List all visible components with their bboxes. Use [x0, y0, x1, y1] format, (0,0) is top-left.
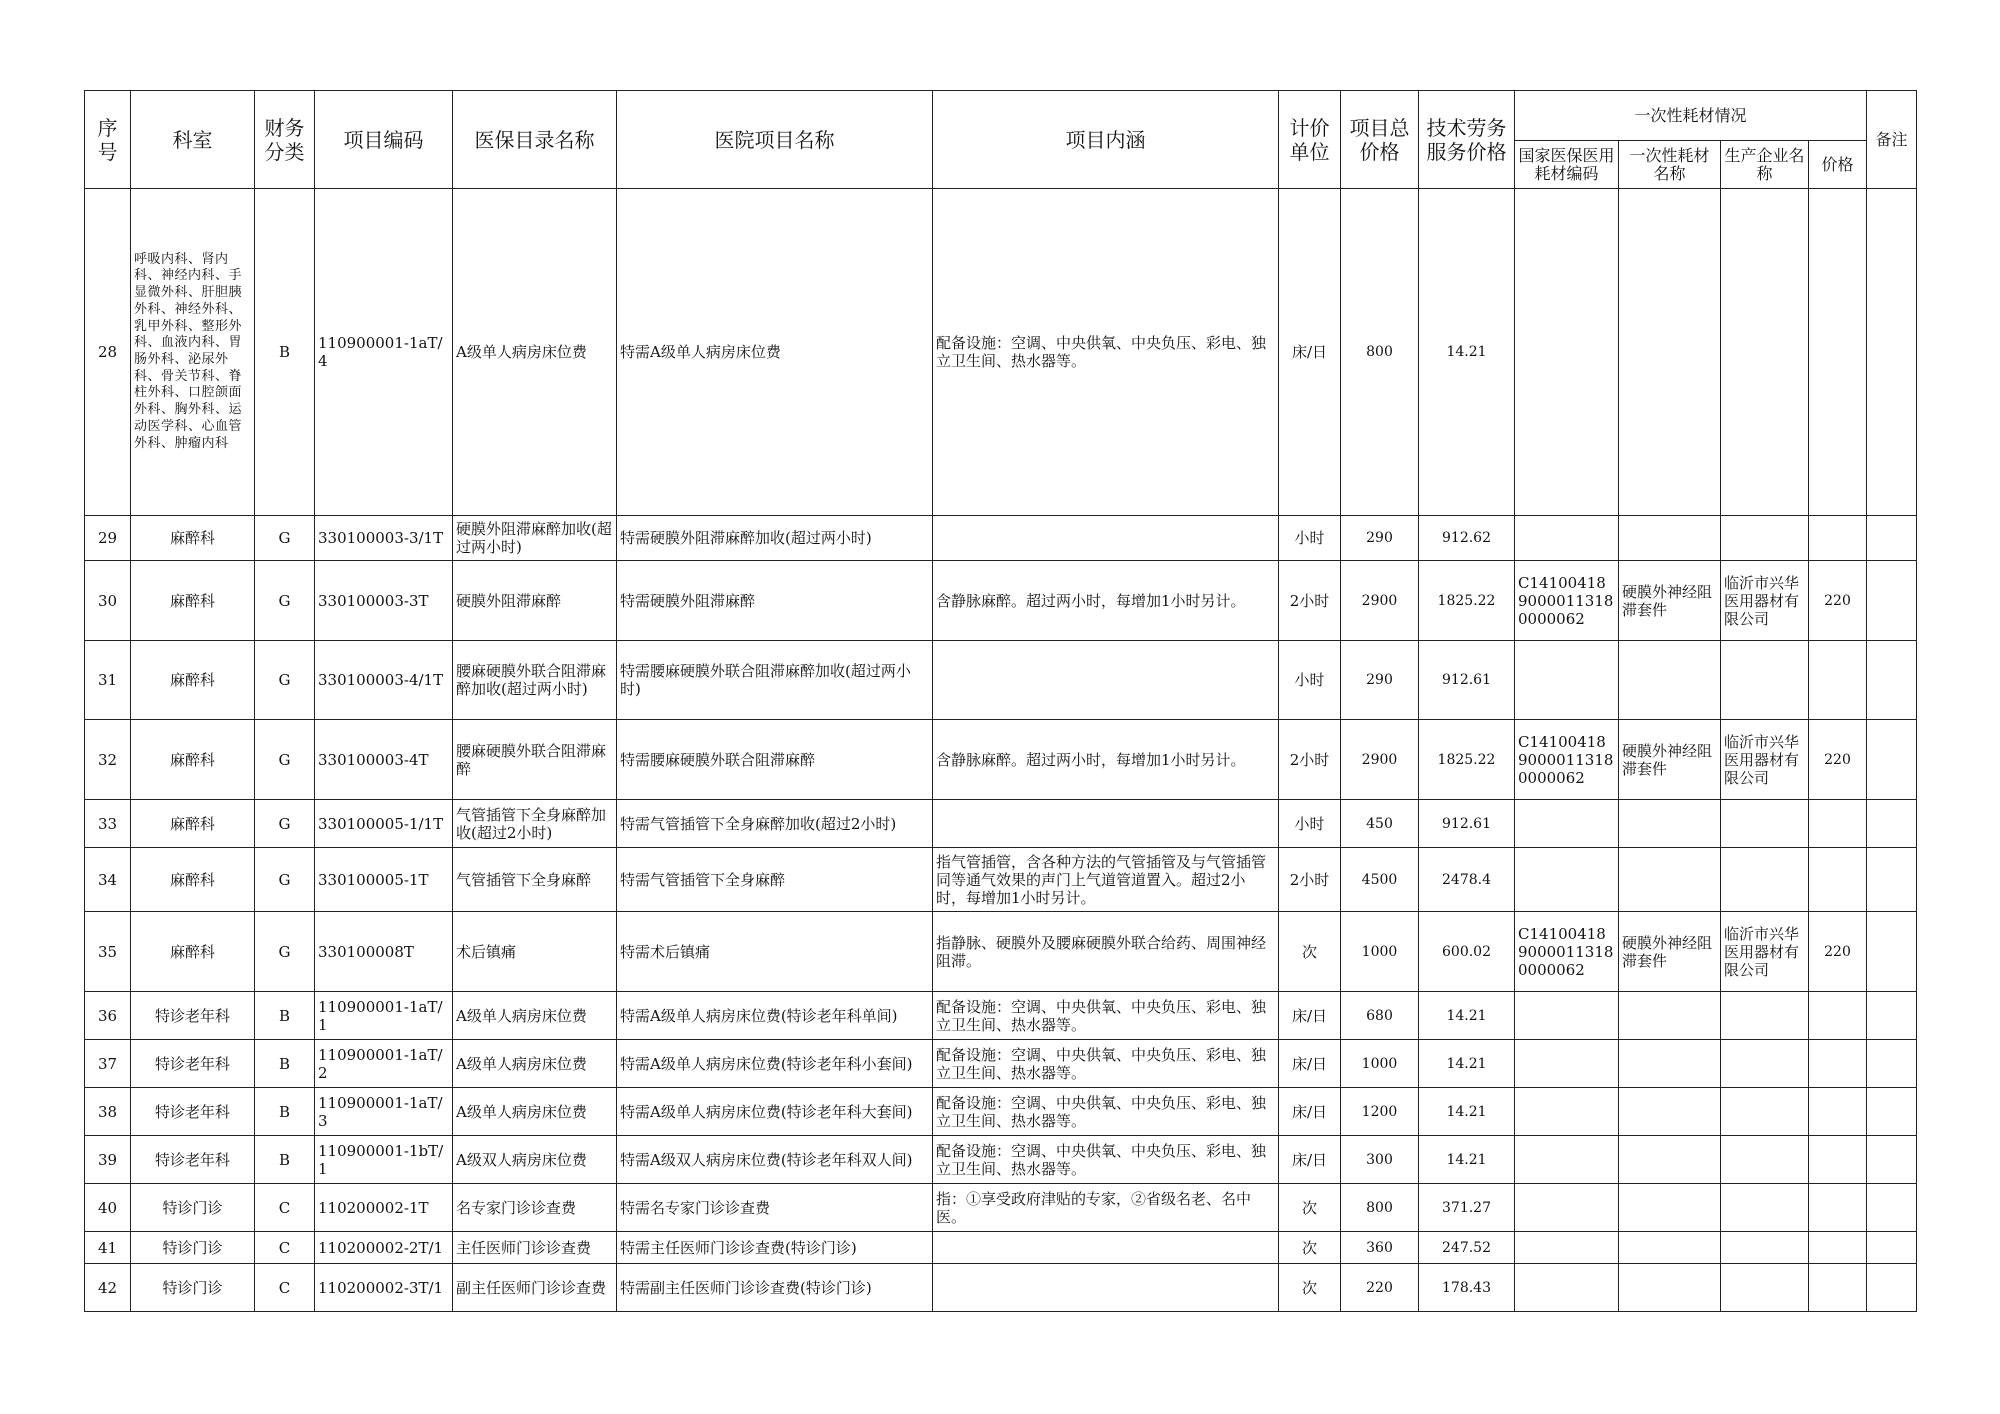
row-remark	[1867, 992, 1917, 1040]
header-seq: 序号	[85, 91, 131, 189]
row-consumable-price: 220	[1809, 912, 1867, 992]
row-item-code: 330100003-3/1T	[315, 516, 453, 561]
row-remark	[1867, 1088, 1917, 1136]
row-seq: 37	[85, 1040, 131, 1088]
row-manufacturer: 临沂市兴华医用器材有限公司	[1721, 720, 1809, 800]
row-consumable-name: 硬膜外神经阻滞套件	[1619, 912, 1721, 992]
row-remark	[1867, 848, 1917, 912]
row-consumable-price	[1809, 992, 1867, 1040]
row-consumable-name	[1619, 189, 1721, 516]
row-fin-category: G	[255, 912, 315, 992]
row-fin-category: B	[255, 1136, 315, 1184]
row-labor-price: 912.62	[1419, 516, 1515, 561]
row-insurance-name: 气管插管下全身麻醉	[453, 848, 617, 912]
row-labor-price: 14.21	[1419, 992, 1515, 1040]
table-row	[85, 1088, 1917, 1136]
row-total-price: 680	[1341, 992, 1419, 1040]
row-unit: 次	[1279, 912, 1341, 992]
row-seq: 31	[85, 641, 131, 720]
row-fin-category: B	[255, 992, 315, 1040]
row-dept: 麻醉科	[131, 848, 255, 912]
row-consumable-name	[1619, 516, 1721, 561]
row-labor-price: 1825.22	[1419, 561, 1515, 641]
row-content: 配备设施：空调、中央供氧、中央负压、彩电、独立卫生间、热水器等。	[933, 1040, 1279, 1088]
row-manufacturer	[1721, 1088, 1809, 1136]
row-hospital-name: 特需硬膜外阻滞麻醉	[617, 561, 933, 641]
row-fin-category: B	[255, 1088, 315, 1136]
row-seq: 33	[85, 800, 131, 848]
row-total-price: 360	[1341, 1232, 1419, 1264]
row-unit: 床/日	[1279, 189, 1341, 516]
row-labor-price: 371.27	[1419, 1184, 1515, 1232]
row-fin-category: G	[255, 800, 315, 848]
row-insurance-name: 腰麻硬膜外联合阻滞麻醉	[453, 720, 617, 800]
row-content: 配备设施：空调、中央供氧、中央负压、彩电、独立卫生间、热水器等。	[933, 1088, 1279, 1136]
row-unit: 床/日	[1279, 1040, 1341, 1088]
row-dept: 特诊门诊	[131, 1232, 255, 1264]
row-unit: 小时	[1279, 800, 1341, 848]
header-hospital-name: 医院项目名称	[617, 91, 933, 189]
row-item-code: 330100003-4T	[315, 720, 453, 800]
row-consumable-code	[1515, 848, 1619, 912]
row-remark	[1867, 1136, 1917, 1184]
row-dept: 麻醉科	[131, 800, 255, 848]
row-unit: 床/日	[1279, 992, 1341, 1040]
row-hospital-name: 特需气管插管下全身麻醉	[617, 848, 933, 912]
table-row	[85, 1264, 1917, 1312]
table-row	[85, 189, 1917, 516]
row-consumable-name	[1619, 1040, 1721, 1088]
row-dept: 麻醉科	[131, 720, 255, 800]
row-manufacturer	[1721, 1136, 1809, 1184]
row-item-code: 110900001-1aT/3	[315, 1088, 453, 1136]
row-consumable-code: C1410041890000113180000062	[1515, 561, 1619, 641]
table-row	[85, 561, 1917, 641]
row-consumable-price	[1809, 800, 1867, 848]
row-consumable-name	[1619, 992, 1721, 1040]
row-hospital-name: 特需A级单人病房床位费(特诊老年科小套间)	[617, 1040, 933, 1088]
row-insurance-name: A级单人病房床位费	[453, 992, 617, 1040]
row-content	[933, 1232, 1279, 1264]
row-manufacturer	[1721, 189, 1809, 516]
header-consumable-name: 一次性耗材名称	[1619, 141, 1721, 189]
row-dept: 麻醉科	[131, 516, 255, 561]
row-content: 配备设施：空调、中央供氧、中央负压、彩电、独立卫生间、热水器等。	[933, 992, 1279, 1040]
row-consumable-name	[1619, 800, 1721, 848]
row-consumable-name	[1619, 641, 1721, 720]
row-insurance-name: 副主任医师门诊诊查费	[453, 1264, 617, 1312]
row-consumable-code	[1515, 1264, 1619, 1312]
row-content	[933, 800, 1279, 848]
row-insurance-name: A级单人病房床位费	[453, 1040, 617, 1088]
row-total-price: 4500	[1341, 848, 1419, 912]
row-consumable-code	[1515, 1136, 1619, 1184]
row-labor-price: 14.21	[1419, 189, 1515, 516]
row-total-price: 2900	[1341, 561, 1419, 641]
row-consumable-name	[1619, 1136, 1721, 1184]
row-hospital-name: 特需主任医师门诊诊查费(特诊门诊)	[617, 1232, 933, 1264]
row-consumable-price	[1809, 1232, 1867, 1264]
table-row	[85, 848, 1917, 912]
row-content	[933, 641, 1279, 720]
row-unit: 次	[1279, 1232, 1341, 1264]
row-unit: 小时	[1279, 641, 1341, 720]
row-content: 含静脉麻醉。超过两小时，每增加1小时另计。	[933, 561, 1279, 641]
row-remark	[1867, 800, 1917, 848]
row-dept: 麻醉科	[131, 912, 255, 992]
row-content	[933, 516, 1279, 561]
row-labor-price: 14.21	[1419, 1040, 1515, 1088]
table-row	[85, 800, 1917, 848]
price-table-sheet	[84, 90, 1917, 1312]
row-total-price: 290	[1341, 516, 1419, 561]
row-consumable-code: C1410041890000113180000062	[1515, 912, 1619, 992]
row-manufacturer	[1721, 1232, 1809, 1264]
header-manufacturer: 生产企业名称	[1721, 141, 1809, 189]
row-insurance-name: A级双人病房床位费	[453, 1136, 617, 1184]
row-item-code: 110200002-3T/1	[315, 1264, 453, 1312]
row-item-code: 330100005-1T	[315, 848, 453, 912]
row-unit: 小时	[1279, 516, 1341, 561]
row-item-code: 110200002-1T	[315, 1184, 453, 1232]
header-fin-category: 财务分类	[255, 91, 315, 189]
row-item-code: 110900001-1aT/1	[315, 992, 453, 1040]
row-consumable-price	[1809, 641, 1867, 720]
row-consumable-name	[1619, 1088, 1721, 1136]
header-item-code: 项目编码	[315, 91, 453, 189]
row-consumable-name	[1619, 1264, 1721, 1312]
header-content: 项目内涵	[933, 91, 1279, 189]
table-row	[85, 1184, 1917, 1232]
row-insurance-name: 气管插管下全身麻醉加收(超过2小时)	[453, 800, 617, 848]
row-fin-category: B	[255, 1040, 315, 1088]
row-labor-price: 2478.4	[1419, 848, 1515, 912]
row-unit: 床/日	[1279, 1088, 1341, 1136]
row-consumable-code	[1515, 1088, 1619, 1136]
row-consumable-code	[1515, 992, 1619, 1040]
table-row	[85, 1040, 1917, 1088]
row-consumable-price	[1809, 1088, 1867, 1136]
row-hospital-name: 特需副主任医师门诊诊查费(特诊门诊)	[617, 1264, 933, 1312]
row-seq: 35	[85, 912, 131, 992]
row-insurance-name: A级单人病房床位费	[453, 189, 617, 516]
row-total-price: 290	[1341, 641, 1419, 720]
row-dept: 特诊老年科	[131, 1088, 255, 1136]
row-consumable-name	[1619, 1184, 1721, 1232]
header-total-price: 项目总价格	[1341, 91, 1419, 189]
row-manufacturer: 临沂市兴华医用器材有限公司	[1721, 912, 1809, 992]
row-consumable-name	[1619, 848, 1721, 912]
row-consumable-code	[1515, 1040, 1619, 1088]
row-consumable-name	[1619, 1232, 1721, 1264]
row-seq: 38	[85, 1088, 131, 1136]
row-hospital-name: 特需A级单人病房床位费	[617, 189, 933, 516]
row-total-price: 800	[1341, 1184, 1419, 1232]
row-labor-price: 912.61	[1419, 641, 1515, 720]
row-seq: 39	[85, 1136, 131, 1184]
row-content: 含静脉麻醉。超过两小时，每增加1小时另计。	[933, 720, 1279, 800]
row-dept: 特诊老年科	[131, 1040, 255, 1088]
row-unit: 次	[1279, 1184, 1341, 1232]
table-row	[85, 1232, 1917, 1264]
row-remark	[1867, 189, 1917, 516]
row-item-code: 110900001-1aT/4	[315, 189, 453, 516]
row-hospital-name: 特需气管插管下全身麻醉加收(超过2小时)	[617, 800, 933, 848]
row-manufacturer	[1721, 992, 1809, 1040]
row-total-price: 220	[1341, 1264, 1419, 1312]
row-content: 指：①享受政府津贴的专家，②省级名老、名中医。	[933, 1184, 1279, 1232]
row-manufacturer: 临沂市兴华医用器材有限公司	[1721, 561, 1809, 641]
row-total-price: 450	[1341, 800, 1419, 848]
row-unit: 床/日	[1279, 1136, 1341, 1184]
row-insurance-name: 主任医师门诊诊查费	[453, 1232, 617, 1264]
row-remark	[1867, 1184, 1917, 1232]
row-labor-price: 247.52	[1419, 1232, 1515, 1264]
row-labor-price: 912.61	[1419, 800, 1515, 848]
row-fin-category: G	[255, 561, 315, 641]
header-remark: 备注	[1867, 91, 1917, 189]
row-consumable-code: C1410041890000113180000062	[1515, 720, 1619, 800]
row-consumable-price: 220	[1809, 561, 1867, 641]
header-dept: 科室	[131, 91, 255, 189]
row-seq: 41	[85, 1232, 131, 1264]
header-unit: 计价单位	[1279, 91, 1341, 189]
row-item-code: 330100003-3T	[315, 561, 453, 641]
header-consumable-price: 价格	[1809, 141, 1867, 189]
row-unit: 2小时	[1279, 561, 1341, 641]
row-total-price: 2900	[1341, 720, 1419, 800]
row-dept: 特诊门诊	[131, 1184, 255, 1232]
row-insurance-name: 术后镇痛	[453, 912, 617, 992]
row-consumable-code	[1515, 1184, 1619, 1232]
row-consumable-price	[1809, 189, 1867, 516]
row-remark	[1867, 516, 1917, 561]
row-content	[933, 1264, 1279, 1312]
row-seq: 29	[85, 516, 131, 561]
table-row	[85, 1136, 1917, 1184]
row-consumable-name: 硬膜外神经阻滞套件	[1619, 561, 1721, 641]
row-hospital-name: 特需术后镇痛	[617, 912, 933, 992]
row-fin-category: C	[255, 1264, 315, 1312]
row-hospital-name: 特需名专家门诊诊查费	[617, 1184, 933, 1232]
row-dept: 呼吸内科、肾内科、神经内科、手显微外科、肝胆胰外科、神经外科、乳甲外科、整形外科、血液内科、胃肠外科、泌尿外科、骨关节科、脊柱外科、口腔颌面外科、胸外科、运动医学科、心血管外科、肿瘤内科	[131, 189, 255, 516]
table-row	[85, 641, 1917, 720]
row-item-code: 330100008T	[315, 912, 453, 992]
row-insurance-name: 名专家门诊诊查费	[453, 1184, 617, 1232]
row-dept: 特诊门诊	[131, 1264, 255, 1312]
row-insurance-name: 硬膜外阻滞麻醉	[453, 561, 617, 641]
row-consumable-code	[1515, 516, 1619, 561]
header-insurance-name: 医保目录名称	[453, 91, 617, 189]
row-labor-price: 178.43	[1419, 1264, 1515, 1312]
row-dept: 特诊老年科	[131, 992, 255, 1040]
row-seq: 40	[85, 1184, 131, 1232]
row-manufacturer	[1721, 1264, 1809, 1312]
row-total-price: 1000	[1341, 1040, 1419, 1088]
row-consumable-price	[1809, 1264, 1867, 1312]
row-dept: 麻醉科	[131, 641, 255, 720]
row-labor-price: 14.21	[1419, 1088, 1515, 1136]
header-consumables-group: 一次性耗材情况	[1515, 91, 1867, 141]
row-insurance-name: 硬膜外阻滞麻醉加收(超过两小时)	[453, 516, 617, 561]
row-hospital-name: 特需硬膜外阻滞麻醉加收(超过两小时)	[617, 516, 933, 561]
table-row	[85, 992, 1917, 1040]
row-fin-category: G	[255, 848, 315, 912]
row-consumable-code	[1515, 189, 1619, 516]
row-manufacturer	[1721, 641, 1809, 720]
row-labor-price: 14.21	[1419, 1136, 1515, 1184]
row-unit: 次	[1279, 1264, 1341, 1312]
row-unit: 2小时	[1279, 720, 1341, 800]
row-consumable-code	[1515, 800, 1619, 848]
row-content: 指静脉、硬膜外及腰麻硬膜外联合给药、周围神经阻滞。	[933, 912, 1279, 992]
row-labor-price: 600.02	[1419, 912, 1515, 992]
price-table	[84, 90, 1917, 1312]
table-row	[85, 516, 1917, 561]
row-content: 指气管插管，含各种方法的气管插管及与气管插管同等通气效果的声门上气道管道置入。超过2小时，每增加1小时另计。	[933, 848, 1279, 912]
row-seq: 34	[85, 848, 131, 912]
row-seq: 32	[85, 720, 131, 800]
row-insurance-name: 腰麻硬膜外联合阻滞麻醉加收(超过两小时)	[453, 641, 617, 720]
row-item-code: 110200002-2T/1	[315, 1232, 453, 1264]
row-fin-category: B	[255, 189, 315, 516]
row-fin-category: G	[255, 516, 315, 561]
row-seq: 28	[85, 189, 131, 516]
row-remark	[1867, 1232, 1917, 1264]
row-total-price: 1200	[1341, 1088, 1419, 1136]
row-seq: 42	[85, 1264, 131, 1312]
row-total-price: 800	[1341, 189, 1419, 516]
row-hospital-name: 特需腰麻硬膜外联合阻滞麻醉	[617, 720, 933, 800]
row-consumable-price	[1809, 848, 1867, 912]
row-remark	[1867, 561, 1917, 641]
row-content: 配备设施：空调、中央供氧、中央负压、彩电、独立卫生间、热水器等。	[933, 189, 1279, 516]
row-consumable-price: 220	[1809, 720, 1867, 800]
row-fin-category: G	[255, 720, 315, 800]
row-seq: 36	[85, 992, 131, 1040]
row-remark	[1867, 1040, 1917, 1088]
row-dept: 麻醉科	[131, 561, 255, 641]
row-consumable-price	[1809, 516, 1867, 561]
row-consumable-price	[1809, 1040, 1867, 1088]
row-manufacturer	[1721, 516, 1809, 561]
row-manufacturer	[1721, 800, 1809, 848]
row-unit: 2小时	[1279, 848, 1341, 912]
row-consumable-name: 硬膜外神经阻滞套件	[1619, 720, 1721, 800]
row-fin-category: C	[255, 1232, 315, 1264]
table-row	[85, 720, 1917, 800]
row-item-code: 110900001-1aT/2	[315, 1040, 453, 1088]
row-remark	[1867, 720, 1917, 800]
row-labor-price: 1825.22	[1419, 720, 1515, 800]
row-item-code: 330100005-1/1T	[315, 800, 453, 848]
table-row	[85, 912, 1917, 992]
row-seq: 30	[85, 561, 131, 641]
row-consumable-code	[1515, 641, 1619, 720]
row-remark	[1867, 1264, 1917, 1312]
row-remark	[1867, 912, 1917, 992]
row-consumable-code	[1515, 1232, 1619, 1264]
header-labor-price: 技术劳务服务价格	[1419, 91, 1515, 189]
row-total-price: 300	[1341, 1136, 1419, 1184]
row-hospital-name: 特需A级双人病房床位费(特诊老年科双人间)	[617, 1136, 933, 1184]
row-remark	[1867, 641, 1917, 720]
row-item-code: 330100003-4/1T	[315, 641, 453, 720]
header-consumable-code: 国家医保医用耗材编码	[1515, 141, 1619, 189]
row-fin-category: C	[255, 1184, 315, 1232]
row-hospital-name: 特需A级单人病房床位费(特诊老年科大套间)	[617, 1088, 933, 1136]
row-hospital-name: 特需A级单人病房床位费(特诊老年科单间)	[617, 992, 933, 1040]
row-consumable-price	[1809, 1184, 1867, 1232]
row-manufacturer	[1721, 1184, 1809, 1232]
row-manufacturer	[1721, 1040, 1809, 1088]
row-fin-category: G	[255, 641, 315, 720]
row-hospital-name: 特需腰麻硬膜外联合阻滞麻醉加收(超过两小时)	[617, 641, 933, 720]
row-consumable-price	[1809, 1136, 1867, 1184]
row-insurance-name: A级单人病房床位费	[453, 1088, 617, 1136]
row-total-price: 1000	[1341, 912, 1419, 992]
row-manufacturer	[1721, 848, 1809, 912]
row-dept: 特诊老年科	[131, 1136, 255, 1184]
row-item-code: 110900001-1bT/1	[315, 1136, 453, 1184]
row-content: 配备设施：空调、中央供氧、中央负压、彩电、独立卫生间、热水器等。	[933, 1136, 1279, 1184]
